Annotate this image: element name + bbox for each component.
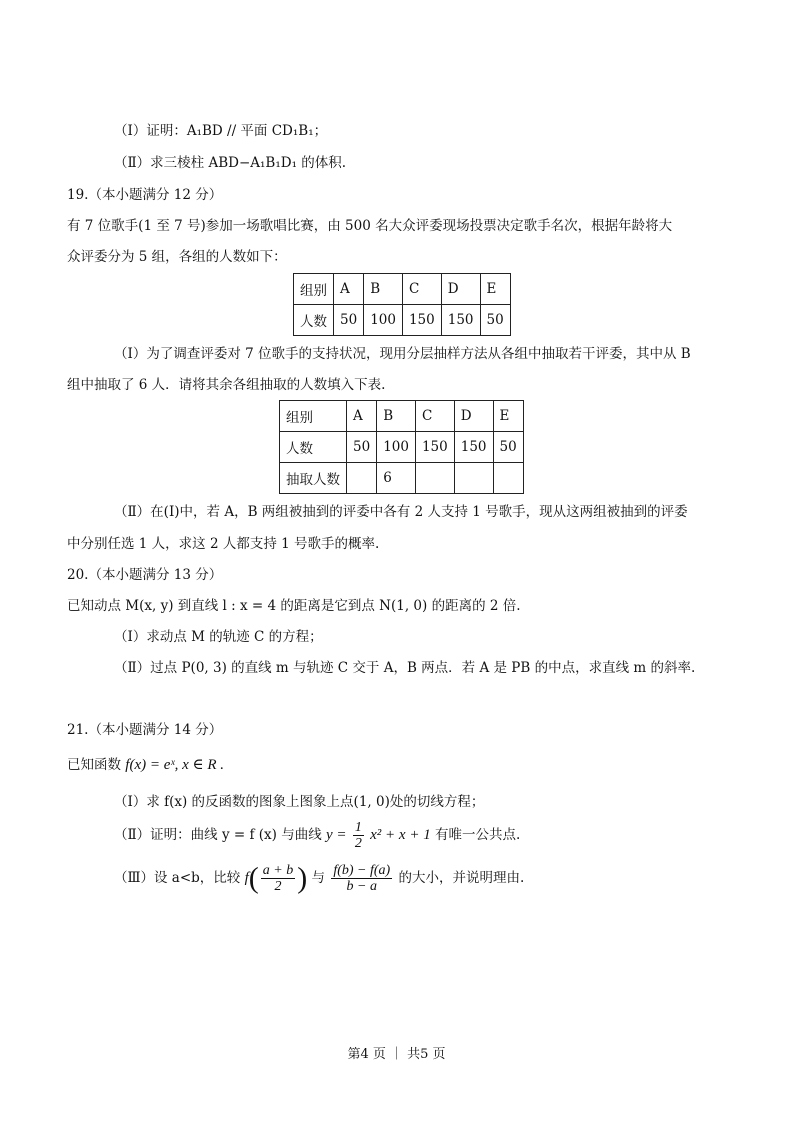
table-cell: E: [480, 274, 510, 305]
table-cell: A: [334, 274, 364, 305]
q21-intro-formula: f(x) = eˣ, x ∈ R .: [125, 757, 225, 773]
right-paren-icon: ): [297, 861, 308, 895]
fraction-numerator: a + b: [262, 863, 294, 878]
q21-part3: [114, 858, 524, 898]
fraction-denominator: b − a: [346, 879, 377, 894]
table-cell: [347, 463, 377, 494]
table-cell: 150: [402, 305, 441, 336]
page-footer: 第4 页 ｜ 共5 页: [347, 1047, 446, 1062]
q20-part2: （Ⅱ）过点 P(0, 3) 的直线 m 与轨迹 C 交于 A，B 两点．若 A 是 PB 的中点，求直线 m 的斜率.: [114, 660, 696, 676]
q20-header: 20.（本小题满分 13 分）: [67, 567, 223, 583]
table-row: [280, 463, 524, 494]
table-cell: [454, 463, 493, 494]
q21-part3-prefix: （Ⅲ）设 a<b，比较: [114, 870, 241, 886]
q18-part1: （Ⅰ）证明：A₁BD // 平面 CD₁B₁；: [114, 123, 328, 139]
table-cell: 50: [347, 432, 377, 463]
q19-part2-line1: （Ⅱ）在(Ⅰ)中，若 A，B 两组被抽到的评委中各有 2 人支持 1 号歌手，现从这两组被抽到的评委: [114, 504, 688, 520]
left-paren-icon: (: [248, 861, 259, 895]
table-cell: D: [454, 401, 493, 432]
table-cell: B: [377, 401, 416, 432]
table-cell: B: [364, 274, 403, 305]
fraction: [331, 863, 392, 894]
table-cell: C: [402, 274, 441, 305]
q21-part3-suffix: 的大小，并说明理由.: [398, 870, 525, 886]
q19-part2-line2: 中分别任选 1 人，求这 2 人都支持 1 号歌手的概率.: [67, 536, 380, 552]
table-cell: 人数: [280, 432, 347, 463]
q21-intro: [67, 756, 224, 774]
fraction-numerator: f(b) − f(a): [333, 863, 391, 878]
fraction-numerator: 1: [354, 820, 362, 835]
q21-part2-rhs: x² + x + 1: [370, 827, 431, 843]
q21-header: 21.（本小题满分 14 分）: [67, 722, 223, 738]
q20-intro: 已知动点 M(x, y) 到直线 l : x = 4 的距离是它到点 N(1, 0) 的距离的 2 倍.: [67, 598, 521, 614]
q19-header: 19.（本小题满分 12 分）: [67, 187, 223, 203]
q18-part2: （Ⅱ）求三棱柱 ABD−A₁B₁D₁ 的体积.: [114, 155, 347, 171]
table-cell: 150: [441, 305, 480, 336]
table-cell: D: [441, 274, 480, 305]
table-cell: 50: [334, 305, 364, 336]
q21-part3-function: f: [244, 870, 249, 886]
fraction: [353, 820, 364, 851]
table-row: [294, 274, 511, 305]
table-cell: 组别: [294, 274, 334, 305]
table-cell: A: [347, 401, 377, 432]
fraction-denominator: 2: [274, 879, 282, 894]
fraction: [261, 863, 295, 894]
table-cell: 150: [454, 432, 493, 463]
q19-intro-line1: 有 7 位歌手(1 至 7 号)参加一场歌唱比赛，由 500 名大众评委现场投票决定歌手名次，根据年龄将大: [67, 218, 673, 234]
table-cell: 50: [480, 305, 510, 336]
table-cell: 100: [364, 305, 403, 336]
table-cell: 抽取人数: [280, 463, 347, 494]
table-cell: [415, 463, 454, 494]
q21-part2-lhs: y =: [326, 827, 347, 843]
q19-intro-line2: 众评委分为 5 组，各组的人数如下：: [67, 249, 287, 265]
q21-intro-prefix: 已知函数: [67, 757, 121, 773]
q19-part1-line1: （Ⅰ）为了调查评委对 7 位歌手的支持状况，现用分层抽样方法从各组中抽取若干评委，其中从 B: [114, 346, 691, 362]
table-cell: C: [415, 401, 454, 432]
group-size-table: [293, 273, 511, 336]
table-row: [294, 305, 511, 336]
table-cell: [493, 463, 523, 494]
sample-count-table: [279, 400, 524, 494]
q21-part3-mid: 与: [311, 870, 326, 886]
table-cell: 50: [493, 432, 523, 463]
q20-part1: （Ⅰ）求动点 M 的轨迹 C 的方程；: [114, 629, 323, 645]
table-row: [280, 432, 524, 463]
table-row: [280, 401, 524, 432]
fraction-denominator: 2: [354, 836, 362, 851]
table-cell: 6: [377, 463, 416, 494]
table-cell: 150: [415, 432, 454, 463]
q21-part1: （Ⅰ）求 f(x) 的反函数的图象上图象上点(1, 0)处的切线方程；: [114, 794, 485, 810]
table-cell: 组别: [280, 401, 347, 432]
q19-part1-line2: 组中抽取了 6 人．请将其余各组抽取的人数填入下表.: [67, 377, 386, 393]
table-cell: 100: [377, 432, 416, 463]
q21-part2: [114, 818, 520, 852]
table-cell: E: [493, 401, 523, 432]
q21-part2-suffix: 有唯一公共点.: [435, 827, 521, 843]
table-cell: 人数: [294, 305, 334, 336]
q21-part2-prefix: （Ⅱ）证明：曲线 y = f (x) 与曲线: [114, 827, 322, 843]
